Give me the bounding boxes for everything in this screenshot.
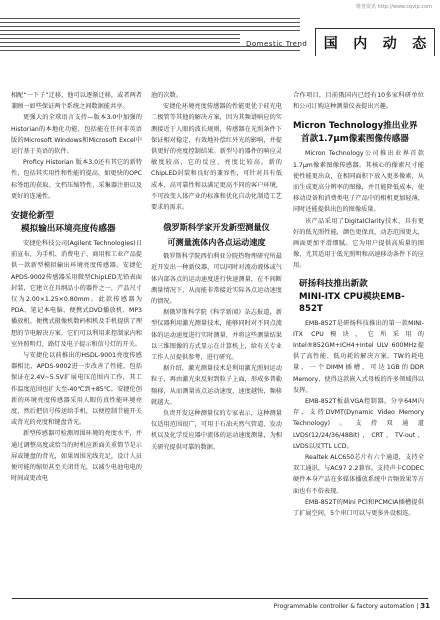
paragraph: EMB-852T的Mini PCI和PCMCIA插槽提供了扩展空间，5个串口可以与更多外设相连。 <box>293 498 424 518</box>
paragraph: 与安捷伦以前推出的HSDL-9001亮度传感器相比，APDS-9002进一步改善了性能，包括保证在2.4V~5.5V扩展电压范围内工作，其工作温度范围也扩大至-40℃到+85℃。安捷伦创新的环境亮度传感器采用人眼仿真性能环境亮度，然后把信号传送给手机，以便控制节能开关或背光的亮度和键盘背光。 <box>11 352 142 427</box>
header-stripe <box>0 22 300 23</box>
paragraph: 池的次数。 <box>151 92 182 99</box>
header-stripe <box>0 50 300 51</box>
article-heading: Micron Technology推出业界 <box>293 121 418 132</box>
section-title-char: 国 <box>323 36 338 52</box>
footer-text: Programmable controller & factory automation | 31 <box>273 602 430 610</box>
header-stripe <box>0 26 300 27</box>
page-footer <box>0 598 440 614</box>
article-heading: MINI-ITX CPU模块EMB-852T <box>299 291 405 314</box>
paragraph: 该产品采用了DigitalClarity技术，具有更好的低光照性能，颜色更保真，动态范围更大，画面更加平滑细腻。它为用户提供高质量的图像，尤其适用于低光照明和高速移动条件下的应用。 <box>293 217 424 270</box>
page-number: 31 <box>420 602 430 610</box>
article-heading: 安捷伦新型 <box>11 211 54 222</box>
header-stripe <box>0 18 300 19</box>
paragraph: Realtek ALC650芯片有六个通道，支持全双工通讯，与AC97 2.2兼容。支持声卡CODEC硬件本身产品在多媒体播放系统中音频效果等方面也有不俗表现。 <box>293 454 424 495</box>
footer-journal-name: Programmable controller & factory automation <box>273 603 415 610</box>
section-title-char: 动 <box>382 36 397 52</box>
paragraph: Micron Technology公司推出业界首款1.7μm像素图像传感器。其核心的像素尺寸能使性能更出众，在相同面积下放入更多像素，从而生成更高分辨率的图像，并且能降低成本，使移动设备和消费类电子产品中的相机更加轻薄，同时还能提供出色的图像质量。 <box>293 150 424 214</box>
article-heading: 研扬科技推出新款 <box>299 278 368 289</box>
article-heading: 模拟输出环境亮度传感器 <box>21 224 116 235</box>
paragraph: 据介绍，激光测量技术是利用激光照射运动粒子，再由激光束反射到粒子上面，形成多普勒频移，从而测量该点运动速度，速度越快，频移就越大。 <box>151 365 282 406</box>
header-stripe <box>0 38 240 39</box>
paragraph: 合作项目，目前俄国内已经有10多家科研单位和公司订购这种测量仪表提出兴趣。 <box>293 92 424 111</box>
paragraph: EMB-852T是研扬科技推出的第一款MINI-ITX CPU模块，它所采用的Intel®852GM+ICH4+Intel ULV 600MHz提供了高性能、低功耗的解决方案。TW的耗电量、一个DIMM插槽，可达1GB的DDR Memory，使得这款嵌入式母板的许多领域得以发挥。 <box>293 319 424 394</box>
column-middle <box>151 90 282 453</box>
section-title-box <box>315 28 435 56</box>
paragraph: 负责开发这种测量仪的专家表示，这种测量仪适用范围很广，可用于石油天然气管道、发动机以及化学反应器中流体的运动速度测量，为相关研究提供可靠的数据。 <box>151 410 282 451</box>
article-heading: 首款1.7μm像素图像传感器 <box>301 134 409 145</box>
paragraph: 相配“一下子”迁移，他可以逐渐迁移，或者两者兼顾一如些保证两个系统之间数据能共享。 <box>11 92 142 111</box>
paragraph: 更强大的全球语言支持—版本3.0中加强的Historian的本地化功能，包括能在任何非英语版的Microsoft Windows和Microsoft Excel中运行基于英语的软件。 <box>11 114 142 156</box>
article-heading: 可测量流体内各点运动速度 <box>167 237 266 248</box>
paragraph: 据俄罗斯科学院《科学新闻》杂志报道，新型仪器利用激光测量技术，能够同时对不同点流体的运动速度进行实时测量，并将这些测量结果以三维图像的方式显示在计算机上，给有关专业工作人员提供参考，进行研究。 <box>151 309 282 362</box>
section-title-char: 内 <box>353 36 368 52</box>
header-stripe <box>0 30 300 31</box>
domestic-trend-label: Domestic Trend <box>246 40 308 48</box>
paragraph: EMB-852T板载VGA控制器，分享64M内存，支持DVMT(Dynamic Video Memory Technology)。支持双通道LVDS(12/24/36/48Bit)，CRT，TV-out，LVDS以及TTL LCD。 <box>293 398 424 450</box>
column-left <box>11 90 142 485</box>
paragraph: 安捷伦科技公司(Agilent Technologies)日前宣布，为手机、消费电子、商用和工业产品提供一款新型模拟输出环境亮度传感器。安捷伦APDS-9002传感器采用微型ChipLED无铅表面封装，它建立在具纲品小的器件之一，产品尺寸仅为2.00×1.25×0.80mm。此款传感器为PDA、笔记本电脑、便携式DVD播放机、MP3播放机、便携式摄像机数码相机及手机提供了理想的节电解决方案，它们可以利用来控制家内和室外照明灯，路灯及电子提示和信号灯的开关。 <box>11 240 142 348</box>
paragraph: 俄罗斯科学院西伯利亚分院热物理研究所最近开发出一种新仪器，可以同时对流动液体或气体内部各点的运动速度进行快速测量，在不间断测量情况下，从而能非常接近实际各点运动速度的情况。 <box>151 253 282 306</box>
section-header <box>0 10 440 56</box>
header-stripe <box>0 42 240 43</box>
footer-rule <box>12 598 428 599</box>
article-heading: 俄罗斯科学家开发新型测量仪 <box>163 222 270 233</box>
paragraph: 新型传感器可检测周围环境的亮度水平，并通过调整高度或恰当的时机应新面关重简节是示屏或键盘的背光，如果周围光线充足，设计人员便可能的缩短甚至关闭背光，以减少电池电电的时间或更改电 <box>11 430 142 483</box>
paragraph: Proficy Historian 版本3.0还有其它的新特性，包括其实用性和性能的提高，如更快的OPC标签组的获取、文档压缩特性、采集器注册以及更好的连通性。 <box>11 159 142 200</box>
header-stripe <box>0 34 240 35</box>
column-right <box>293 90 424 519</box>
header-url-note: 维普资讯 http://www.cqvip.com <box>355 4 432 10</box>
paragraph: 安捷伦环境亮度传感器的性能更优于硅光电二极管等其他的解决方案，因为其频谱响应的实测接近于人眼的波长规则，传感器在光照条件下保证相对稳定，有效地补偿红外光的影响，并提供更好的亮度控制结果。新型号的器件的响应灵敏度较高，它的反应，亮度比较高。新的ChipLED封装和良好的兼容性，可针对具有低成本、高可靠性和以满足更高不同的客户环境，不可改变人体产业的标准和优化自动化制造工艺要求的需求。 <box>151 103 282 212</box>
section-title-char: 态 <box>412 36 427 52</box>
